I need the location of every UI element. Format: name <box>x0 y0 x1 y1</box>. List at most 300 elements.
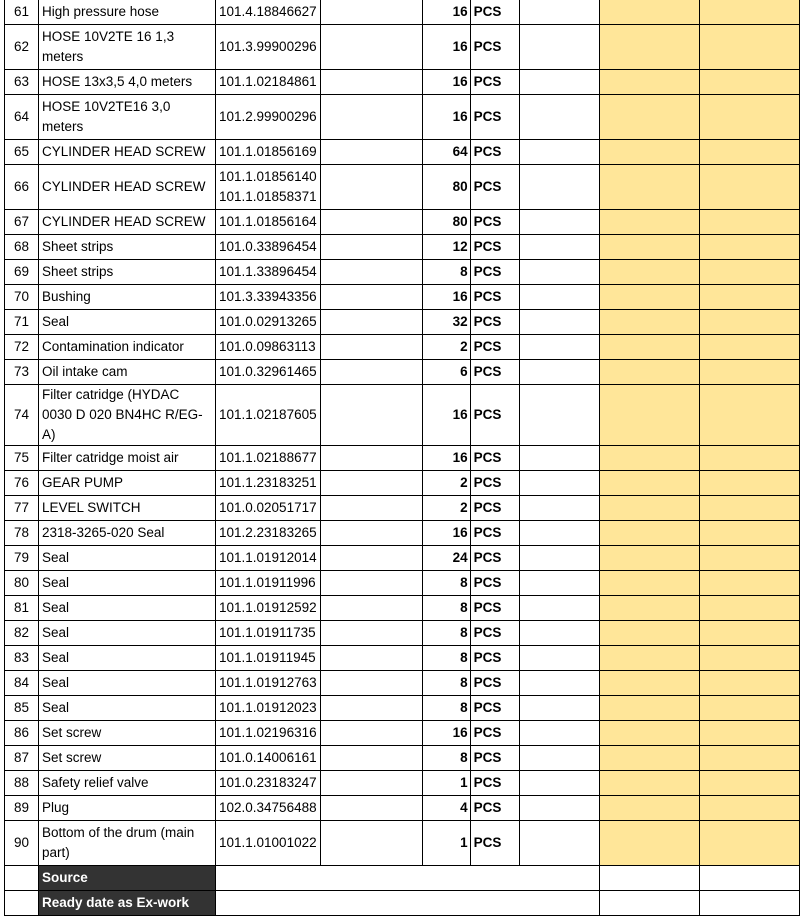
total-cell[interactable] <box>699 260 799 285</box>
unit-cell[interactable]: PCS <box>470 796 519 821</box>
part-code-cell[interactable] <box>216 140 321 165</box>
total-cell[interactable] <box>699 0 799 25</box>
row-number-cell[interactable]: 68 <box>5 235 39 260</box>
price-cell[interactable] <box>599 546 699 571</box>
blank-cell[interactable] <box>320 496 422 521</box>
ready-date-extra-cell-2[interactable] <box>699 891 799 916</box>
quantity-cell[interactable]: 8 <box>422 260 470 285</box>
row-number-cell[interactable]: 74 <box>5 385 39 446</box>
unit-cell[interactable]: PCS <box>470 696 519 721</box>
blank-cell[interactable] <box>519 260 599 285</box>
table-row <box>5 140 800 165</box>
row-number-cell[interactable]: 79 <box>5 546 39 571</box>
quantity-cell[interactable]: 8 <box>422 596 470 621</box>
blank-cell[interactable] <box>320 821 422 866</box>
unit-cell[interactable]: PCS <box>470 335 519 360</box>
blank-cell[interactable] <box>519 521 599 546</box>
unit-cell[interactable]: PCS <box>470 621 519 646</box>
quantity-cell[interactable]: 8 <box>422 571 470 596</box>
part-code-cell[interactable] <box>216 746 321 771</box>
row-number-cell[interactable]: 73 <box>5 360 39 385</box>
blank-cell[interactable] <box>320 796 422 821</box>
unit-cell[interactable]: PCS <box>470 746 519 771</box>
unit-cell[interactable]: PCS <box>470 596 519 621</box>
description-cell[interactable]: LEVEL SWITCH <box>39 496 216 521</box>
row-number-cell[interactable]: 66 <box>5 165 39 210</box>
total-cell[interactable] <box>699 165 799 210</box>
part-code-cell[interactable] <box>216 521 321 546</box>
description-cell[interactable]: Sheet strips <box>39 235 216 260</box>
blank-cell[interactable] <box>320 25 422 70</box>
description-cell[interactable]: Seal <box>39 596 216 621</box>
blank-cell[interactable] <box>320 0 422 25</box>
part-code: 102.0.34756488 <box>219 800 317 815</box>
quantity-cell[interactable]: 6 <box>422 360 470 385</box>
blank-cell[interactable] <box>519 95 599 140</box>
row-number-cell[interactable]: 84 <box>5 671 39 696</box>
description-cell[interactable]: Seal <box>39 696 216 721</box>
total-cell[interactable] <box>699 771 799 796</box>
description-cell[interactable]: Seal <box>39 671 216 696</box>
part-code-cell[interactable] <box>216 0 321 25</box>
unit-cell[interactable]: PCS <box>470 496 519 521</box>
unit-cell[interactable]: PCS <box>470 70 519 95</box>
part-code-cell[interactable] <box>216 696 321 721</box>
part-code-cell[interactable] <box>216 285 321 310</box>
row-number-cell[interactable]: 76 <box>5 471 39 496</box>
total-cell[interactable] <box>699 821 799 866</box>
table-row <box>5 95 800 140</box>
blank-cell[interactable] <box>320 335 422 360</box>
price-cell[interactable] <box>599 746 699 771</box>
blank-cell[interactable] <box>320 165 422 210</box>
unit-cell[interactable]: PCS <box>470 310 519 335</box>
part-code-cell[interactable] <box>216 821 321 866</box>
description-cell[interactable]: Sheet strips <box>39 260 216 285</box>
blank-cell[interactable] <box>519 70 599 95</box>
description-cell[interactable]: HOSE 10V2TE16 3,0 meters <box>39 95 216 140</box>
price-cell[interactable] <box>599 210 699 235</box>
table-row <box>5 521 800 546</box>
row-number-cell[interactable]: 81 <box>5 596 39 621</box>
ready-date-blank-cell[interactable] <box>5 891 39 916</box>
row-number-cell[interactable]: 70 <box>5 285 39 310</box>
quantity-cell[interactable]: 80 <box>422 165 470 210</box>
blank-cell[interactable] <box>519 25 599 70</box>
total-cell[interactable] <box>699 796 799 821</box>
description-cell[interactable]: Safety relief valve <box>39 771 216 796</box>
price-cell[interactable] <box>599 0 699 25</box>
quantity-cell[interactable]: 2 <box>422 335 470 360</box>
part-code-cell[interactable] <box>216 360 321 385</box>
row-number-cell[interactable]: 64 <box>5 95 39 140</box>
quantity-cell[interactable]: 64 <box>422 140 470 165</box>
part-code: 101.1.01912014 <box>219 550 317 565</box>
unit-cell[interactable]: PCS <box>470 25 519 70</box>
quantity-cell[interactable]: 2 <box>422 471 470 496</box>
price-cell[interactable] <box>599 471 699 496</box>
price-cell[interactable] <box>599 596 699 621</box>
blank-cell[interactable] <box>519 571 599 596</box>
unit-cell[interactable]: PCS <box>470 771 519 796</box>
quantity-cell[interactable]: 16 <box>422 521 470 546</box>
price-cell[interactable] <box>599 360 699 385</box>
total-cell[interactable] <box>699 471 799 496</box>
blank-cell[interactable] <box>519 796 599 821</box>
row-number-cell[interactable]: 78 <box>5 521 39 546</box>
row-number-cell[interactable]: 62 <box>5 25 39 70</box>
row-number-cell[interactable]: 72 <box>5 335 39 360</box>
part-code-cell[interactable] <box>216 335 321 360</box>
unit-cell[interactable]: PCS <box>470 260 519 285</box>
total-cell[interactable] <box>699 646 799 671</box>
blank-cell[interactable] <box>519 696 599 721</box>
part-code-cell[interactable] <box>216 310 321 335</box>
blank-cell[interactable] <box>320 621 422 646</box>
ready-date-extra-cell-1[interactable] <box>599 891 699 916</box>
total-cell[interactable] <box>699 385 799 446</box>
quantity-cell[interactable]: 4 <box>422 796 470 821</box>
blank-cell[interactable] <box>320 385 422 446</box>
blank-cell[interactable] <box>320 95 422 140</box>
description-cell[interactable]: Set screw <box>39 721 216 746</box>
unit-cell[interactable]: PCS <box>470 360 519 385</box>
row-number-cell[interactable]: 89 <box>5 796 39 821</box>
row-number-cell[interactable]: 86 <box>5 721 39 746</box>
total-cell[interactable] <box>699 140 799 165</box>
description-cell[interactable]: GEAR PUMP <box>39 471 216 496</box>
price-cell[interactable] <box>599 671 699 696</box>
total-cell[interactable] <box>699 70 799 95</box>
blank-cell[interactable] <box>519 746 599 771</box>
part-code-cell[interactable] <box>216 210 321 235</box>
blank-cell[interactable] <box>320 671 422 696</box>
description-cell[interactable]: Bottom of the drum (main part) <box>39 821 216 866</box>
blank-cell[interactable] <box>320 646 422 671</box>
part-code: 101.1.23183251 <box>219 475 317 490</box>
blank-cell[interactable] <box>519 596 599 621</box>
price-cell[interactable] <box>599 95 699 140</box>
total-cell[interactable] <box>699 310 799 335</box>
table-row <box>5 546 800 571</box>
description-cell[interactable]: Seal <box>39 310 216 335</box>
blank-cell[interactable] <box>519 165 599 210</box>
blank-cell[interactable] <box>519 210 599 235</box>
price-cell[interactable] <box>599 140 699 165</box>
blank-cell[interactable] <box>519 235 599 260</box>
quantity-cell[interactable]: 16 <box>422 95 470 140</box>
blank-cell[interactable] <box>320 285 422 310</box>
unit-cell[interactable]: PCS <box>470 646 519 671</box>
parts-table <box>4 0 800 916</box>
total-cell[interactable] <box>699 496 799 521</box>
unit-cell[interactable]: PCS <box>470 671 519 696</box>
blank-cell[interactable] <box>320 521 422 546</box>
part-code-cell[interactable] <box>216 546 321 571</box>
part-code: 101.1.01912763 <box>219 675 317 690</box>
unit-cell[interactable]: PCS <box>470 571 519 596</box>
row-number-cell[interactable]: 69 <box>5 260 39 285</box>
row-number-cell[interactable]: 65 <box>5 140 39 165</box>
price-cell[interactable] <box>599 521 699 546</box>
total-cell[interactable] <box>699 210 799 235</box>
part-code-cell[interactable] <box>216 70 321 95</box>
blank-cell[interactable] <box>320 210 422 235</box>
description-cell[interactable]: Contamination indicator <box>39 335 216 360</box>
part-code: 101.0.14006161 <box>219 750 317 765</box>
blank-cell[interactable] <box>320 721 422 746</box>
blank-cell[interactable] <box>519 0 599 25</box>
blank-cell[interactable] <box>519 471 599 496</box>
price-cell[interactable] <box>599 646 699 671</box>
quantity-cell[interactable]: 2 <box>422 496 470 521</box>
quantity-cell[interactable]: 32 <box>422 310 470 335</box>
part-code-cell[interactable] <box>216 596 321 621</box>
blank-cell[interactable] <box>519 360 599 385</box>
quantity-cell[interactable]: 80 <box>422 210 470 235</box>
ready-date-value-cell[interactable] <box>216 891 600 916</box>
price-cell[interactable] <box>599 821 699 866</box>
table-row <box>5 210 800 235</box>
blank-cell[interactable] <box>320 140 422 165</box>
blank-cell[interactable] <box>519 771 599 796</box>
blank-cell[interactable] <box>519 496 599 521</box>
blank-cell[interactable] <box>519 646 599 671</box>
unit-cell[interactable]: PCS <box>470 546 519 571</box>
price-cell[interactable] <box>599 696 699 721</box>
quantity-cell[interactable]: 12 <box>422 235 470 260</box>
description-cell[interactable]: Seal <box>39 546 216 571</box>
unit-cell[interactable]: PCS <box>470 385 519 446</box>
description-cell[interactable]: Oil intake cam <box>39 360 216 385</box>
row-number-cell[interactable]: 71 <box>5 310 39 335</box>
row-number-cell[interactable]: 77 <box>5 496 39 521</box>
part-code-cell[interactable] <box>216 496 321 521</box>
price-cell[interactable] <box>599 235 699 260</box>
row-number-cell[interactable]: 85 <box>5 696 39 721</box>
unit-cell[interactable]: PCS <box>470 821 519 866</box>
unit-cell[interactable]: PCS <box>470 471 519 496</box>
table-row <box>5 360 800 385</box>
row-number-cell[interactable]: 87 <box>5 746 39 771</box>
total-cell[interactable] <box>699 446 799 471</box>
quantity-cell[interactable]: 8 <box>422 696 470 721</box>
part-code-cell[interactable] <box>216 621 321 646</box>
total-cell[interactable] <box>699 596 799 621</box>
row-number-cell[interactable]: 80 <box>5 571 39 596</box>
price-cell[interactable] <box>599 571 699 596</box>
part-code-cell[interactable] <box>216 165 321 210</box>
price-cell[interactable] <box>599 721 699 746</box>
description-cell[interactable]: Plug <box>39 796 216 821</box>
table-row <box>5 260 800 285</box>
description-cell[interactable]: CYLINDER HEAD SCREW <box>39 165 216 210</box>
quantity-cell[interactable]: 16 <box>422 285 470 310</box>
blank-cell[interactable] <box>519 140 599 165</box>
part-code-cell[interactable] <box>216 771 321 796</box>
price-cell[interactable] <box>599 285 699 310</box>
quantity-cell[interactable]: 8 <box>422 621 470 646</box>
blank-cell[interactable] <box>320 310 422 335</box>
description-cell[interactable]: CYLINDER HEAD SCREW <box>39 210 216 235</box>
quantity-cell[interactable]: 16 <box>422 721 470 746</box>
blank-cell[interactable] <box>320 360 422 385</box>
blank-cell[interactable] <box>519 821 599 866</box>
total-cell[interactable] <box>699 25 799 70</box>
total-cell[interactable] <box>699 335 799 360</box>
unit-cell[interactable]: PCS <box>470 0 519 25</box>
blank-cell[interactable] <box>519 285 599 310</box>
blank-cell[interactable] <box>320 260 422 285</box>
table-row <box>5 771 800 796</box>
blank-cell[interactable] <box>320 596 422 621</box>
blank-cell[interactable] <box>519 721 599 746</box>
quantity-cell[interactable]: 8 <box>422 671 470 696</box>
description-cell[interactable]: CYLINDER HEAD SCREW <box>39 140 216 165</box>
part-code-cell[interactable] <box>216 95 321 140</box>
part-code: 101.3.33943356 <box>219 289 317 304</box>
blank-cell[interactable] <box>320 746 422 771</box>
price-cell[interactable] <box>599 796 699 821</box>
part-code: 101.1.01912023 <box>219 700 317 715</box>
unit-cell[interactable]: PCS <box>470 95 519 140</box>
unit-cell[interactable]: PCS <box>470 721 519 746</box>
price-cell[interactable] <box>599 496 699 521</box>
table-row <box>5 746 800 771</box>
unit-cell[interactable]: PCS <box>470 165 519 210</box>
part-code: 101.1.01858371 <box>219 189 317 204</box>
source-value-cell[interactable] <box>216 866 600 891</box>
part-code: 101.2.23183265 <box>219 525 317 540</box>
total-cell[interactable] <box>699 235 799 260</box>
quantity-cell[interactable]: 1 <box>422 821 470 866</box>
unit-cell[interactable]: PCS <box>470 285 519 310</box>
part-code-cell[interactable] <box>216 235 321 260</box>
unit-cell[interactable]: PCS <box>470 235 519 260</box>
price-cell[interactable] <box>599 25 699 70</box>
row-number-cell[interactable]: 75 <box>5 446 39 471</box>
price-cell[interactable] <box>599 310 699 335</box>
description-cell[interactable]: HOSE 10V2TE 16 1,3 meters <box>39 25 216 70</box>
quantity-cell[interactable]: 8 <box>422 646 470 671</box>
description-cell[interactable]: Bushing <box>39 285 216 310</box>
total-cell[interactable] <box>699 285 799 310</box>
blank-cell[interactable] <box>519 446 599 471</box>
table-row <box>5 25 800 70</box>
source-extra-cell-2[interactable] <box>699 866 799 891</box>
total-cell[interactable] <box>699 696 799 721</box>
blank-cell[interactable] <box>320 235 422 260</box>
price-cell[interactable] <box>599 260 699 285</box>
blank-cell[interactable] <box>519 310 599 335</box>
unit-cell[interactable]: PCS <box>470 521 519 546</box>
price-cell[interactable] <box>599 621 699 646</box>
blank-cell[interactable] <box>320 70 422 95</box>
table-row <box>5 646 800 671</box>
price-cell[interactable] <box>599 446 699 471</box>
total-cell[interactable] <box>699 621 799 646</box>
quantity-cell[interactable]: 1 <box>422 771 470 796</box>
row-number-cell[interactable]: 90 <box>5 821 39 866</box>
part-code-cell[interactable] <box>216 721 321 746</box>
quantity-cell[interactable]: 16 <box>422 25 470 70</box>
description-cell[interactable]: Filter catridge (HYDAC 0030 D 020 BN4HC R/EG- A) <box>39 385 216 446</box>
part-code-cell[interactable] <box>216 385 321 446</box>
quantity-cell[interactable]: 8 <box>422 746 470 771</box>
total-cell[interactable] <box>699 671 799 696</box>
price-cell[interactable] <box>599 165 699 210</box>
total-cell[interactable] <box>699 571 799 596</box>
blank-cell[interactable] <box>320 571 422 596</box>
blank-cell[interactable] <box>519 671 599 696</box>
part-code-cell[interactable] <box>216 260 321 285</box>
quantity-cell[interactable]: 16 <box>422 0 470 25</box>
unit-cell[interactable]: PCS <box>470 210 519 235</box>
description-cell[interactable]: Seal <box>39 646 216 671</box>
price-cell[interactable] <box>599 335 699 360</box>
blank-cell[interactable] <box>519 546 599 571</box>
row-number-cell[interactable]: 63 <box>5 70 39 95</box>
part-code-cell[interactable] <box>216 796 321 821</box>
blank-cell[interactable] <box>320 546 422 571</box>
price-cell[interactable] <box>599 771 699 796</box>
blank-cell[interactable] <box>320 471 422 496</box>
row-number-cell[interactable]: 61 <box>5 0 39 25</box>
description-cell[interactable]: High pressure hose <box>39 0 216 25</box>
quantity-cell[interactable]: 16 <box>422 446 470 471</box>
unit-cell[interactable]: PCS <box>470 140 519 165</box>
source-extra-cell-1[interactable] <box>599 866 699 891</box>
description-cell[interactable]: Filter catridge moist air <box>39 446 216 471</box>
row-number-cell[interactable]: 82 <box>5 621 39 646</box>
part-code-cell[interactable] <box>216 446 321 471</box>
total-cell[interactable] <box>699 360 799 385</box>
part-code-cell[interactable] <box>216 646 321 671</box>
total-cell[interactable] <box>699 746 799 771</box>
blank-cell[interactable] <box>320 696 422 721</box>
part-code-cell[interactable] <box>216 471 321 496</box>
description-cell[interactable]: Seal <box>39 571 216 596</box>
description-cell[interactable]: 2318-3265-020 Seal <box>39 521 216 546</box>
part-code-cell[interactable] <box>216 671 321 696</box>
row-number-cell[interactable]: 88 <box>5 771 39 796</box>
blank-cell[interactable] <box>519 335 599 360</box>
table-row <box>5 821 800 866</box>
quantity-cell[interactable]: 16 <box>422 385 470 446</box>
price-cell[interactable] <box>599 70 699 95</box>
total-cell[interactable] <box>699 521 799 546</box>
row-number-cell[interactable]: 67 <box>5 210 39 235</box>
quantity-cell[interactable]: 16 <box>422 70 470 95</box>
total-cell[interactable] <box>699 95 799 140</box>
description-cell[interactable]: Seal <box>39 621 216 646</box>
blank-cell[interactable] <box>320 446 422 471</box>
blank-cell[interactable] <box>519 621 599 646</box>
blank-cell[interactable] <box>320 771 422 796</box>
row-number-cell[interactable]: 83 <box>5 646 39 671</box>
description-cell[interactable]: HOSE 13x3,5 4,0 meters <box>39 70 216 95</box>
total-cell[interactable] <box>699 546 799 571</box>
unit-cell[interactable]: PCS <box>470 446 519 471</box>
price-cell[interactable] <box>599 385 699 446</box>
source-blank-cell[interactable] <box>5 866 39 891</box>
part-code-cell[interactable] <box>216 25 321 70</box>
total-cell[interactable] <box>699 721 799 746</box>
description-cell[interactable]: Set screw <box>39 746 216 771</box>
blank-cell[interactable] <box>519 385 599 446</box>
quantity-cell[interactable]: 24 <box>422 546 470 571</box>
part-code-cell[interactable] <box>216 571 321 596</box>
